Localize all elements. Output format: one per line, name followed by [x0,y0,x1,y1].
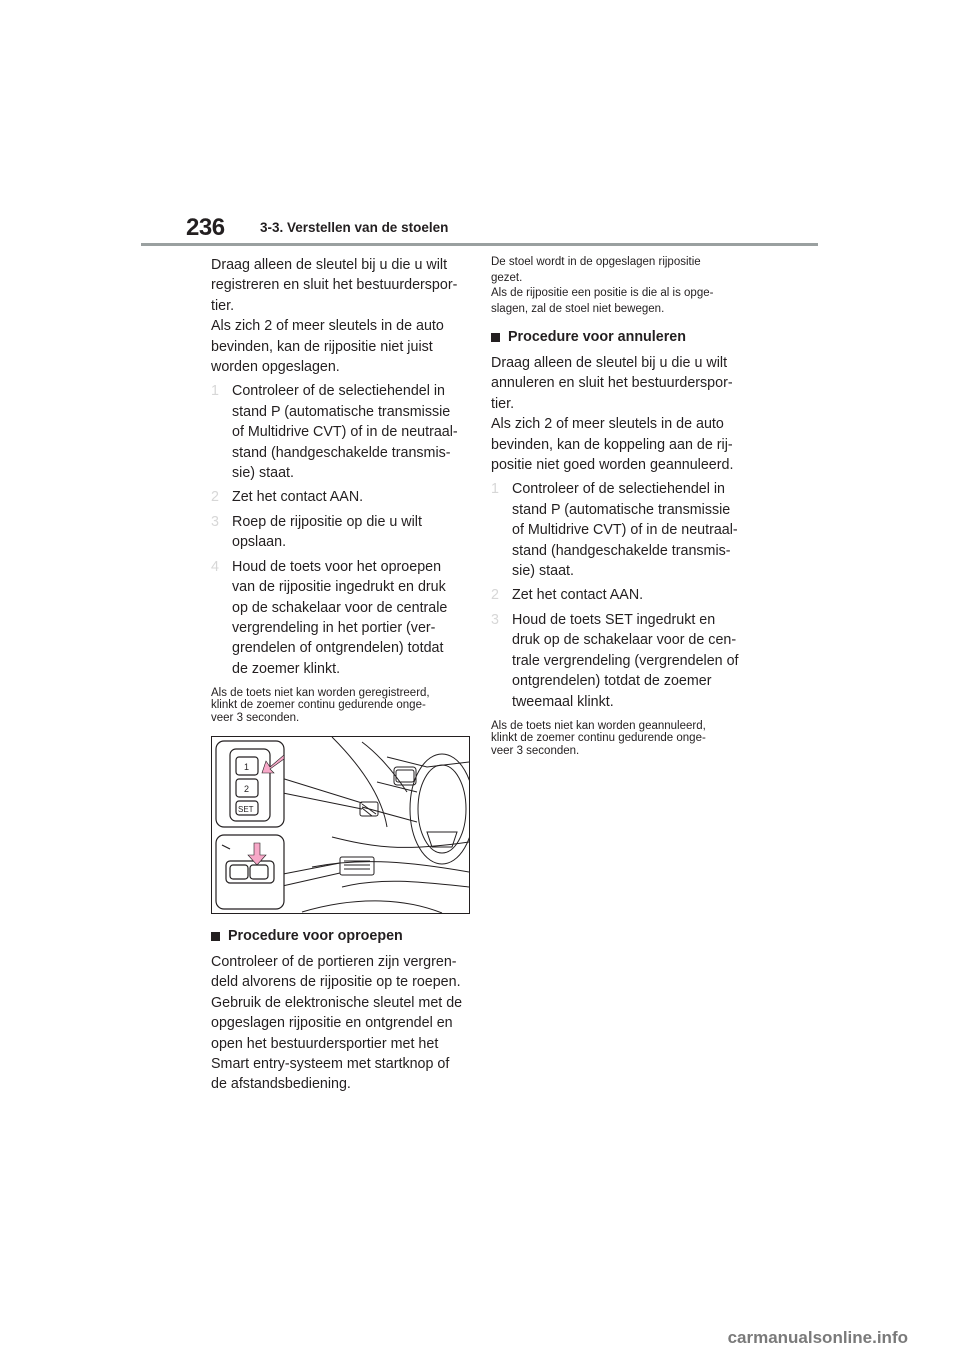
text-line: de afstandsbediening. [211,1076,351,1093]
text-line: opgeslagen rijpositie en ontgrendel en [211,1015,453,1032]
note-line: veer 3 seconden. [491,744,580,757]
text-line: sie) staat. [512,563,574,580]
text-line: positie niet goed worden geannuleerd. [491,457,734,474]
step-2 [491,585,761,605]
text-line: stand P (automatische transmissie [232,403,451,420]
text-line: sie) staat. [232,465,294,482]
cancel-heading: Procedure voor annuleren [491,327,761,347]
door-switch-illustration [212,737,469,913]
step-number: 1 [211,383,219,400]
note [211,687,473,724]
step-number: 4 [211,558,219,575]
recall-paragraph [211,952,473,1095]
text-line: of Multidrive CVT) of in de neutraal- [232,424,458,441]
text-line: of Multidrive CVT) of in de neutraal- [512,522,738,539]
text-line: Zet het contact AAN. [232,489,364,506]
note-line: klinkt de zoemer continu gedurende onge- [491,732,706,745]
text-line: worden opgeslagen. [211,359,340,376]
text-line: Als zich 2 of meer sleutels in de auto [211,318,444,335]
text-line: open het bestuurdersportier met het [211,1035,439,1052]
bullet-square-icon [491,333,500,342]
step-3 [211,512,473,553]
text-line: op de schakelaar voor de centrale [232,599,448,616]
top-note [491,255,761,317]
text-line: vergrendeling in het portier (ver- [232,619,436,636]
cancel-paragraph [491,353,761,475]
note-line: slagen, zal de stoel niet bewegen. [491,302,665,315]
intro-paragraph [211,255,473,377]
text-line: Controleer of de portieren zijn vergren- [211,954,457,971]
text-line: Houd de toets voor het oproepen [232,558,442,575]
step-number: 2 [211,489,219,506]
text-line: Draag alleen de sleutel bij u die u wilt [211,257,448,273]
text-line: trale vergrendeling (vergrendelen of [512,652,739,669]
step-4 [211,557,473,679]
left-column [211,255,473,1095]
text-line: opslaan. [232,534,287,551]
text-line: ontgrendelen) totdat de zoemer [512,673,712,690]
text-line: deld alvorens de rijpositie op te roepen. [211,974,461,991]
text-line: stand (handgeschakelde transmis- [512,542,731,559]
note-line: De stoel wordt in de opgeslagen rijpositie [491,256,701,268]
text-line: bevinden, kan de rijpositie niet juist [211,338,433,355]
page-number: 236 [186,214,225,241]
text-line: Zet het contact AAN. [512,587,644,604]
set-button-label: SET [238,805,254,815]
text-line: druk op de schakelaar voor de cen- [512,632,737,649]
note-line: Als de rijpositie een positie is die al is opge- [491,287,714,299]
text-line: registreren en sluit het bestuurderspor- [211,277,458,294]
text-line: Smart entry-systeem met startknop of [211,1056,450,1073]
recall-heading: Procedure voor oproepen [211,926,473,946]
right-column [491,255,761,757]
text-line: van de rijpositie ingedrukt en druk [232,579,446,596]
text-line: tier. [211,297,235,314]
bullet-square-icon [211,932,220,941]
text-line: annuleren en sluit het bestuurderspor- [491,375,733,392]
text-line: Controleer of de selectiehendel in [232,383,446,400]
step-number: 3 [491,611,499,628]
illustration-figure [211,736,470,914]
section-title: 3-3. Verstellen van de stoelen [260,220,449,235]
text-line: grendelen of ontgrendelen) totdat [232,640,444,657]
note-line: Als de toets niet kan worden geregistreerd, [211,687,430,700]
step-number: 2 [491,587,499,604]
note-line: Als de toets niet kan worden geannuleerd, [491,719,706,732]
step-1 [491,479,761,581]
text-line: tweemaal klinkt. [512,693,614,710]
note-line: gezet. [491,271,523,284]
button-1-label: 1 [244,762,250,773]
note-line: klinkt de zoemer continu gedurende onge- [211,699,426,712]
step-number: 3 [211,513,219,530]
text-line: Gebruik de elektronische sleutel met de [211,994,463,1011]
text-line: Draag alleen de sleutel bij u die u wilt [491,355,728,371]
text-line: Roep de rijpositie op die u wilt [232,513,422,530]
step-3 [491,610,761,712]
text-line: Als zich 2 of meer sleutels in de auto [491,416,724,433]
text-line: Controleer of de selectiehendel in [512,481,726,498]
note-line: veer 3 seconden. [211,711,300,724]
text-line: de zoemer klinkt. [232,660,341,677]
text-line: bevinden, kan de koppeling aan de rij- [491,436,733,453]
step-2 [211,487,473,507]
text-line: stand P (automatische transmissie [512,501,731,518]
header-divider [141,243,818,246]
text-line: stand (handgeschakelde transmis- [232,444,451,461]
button-2-label: 2 [244,784,250,795]
text-line: Houd de toets SET ingedrukt en [512,611,716,628]
note [491,720,761,757]
watermark: carmanualsonline.info [727,1328,908,1347]
step-1 [211,381,473,483]
text-line: tier. [491,395,515,412]
step-number: 1 [491,481,499,498]
